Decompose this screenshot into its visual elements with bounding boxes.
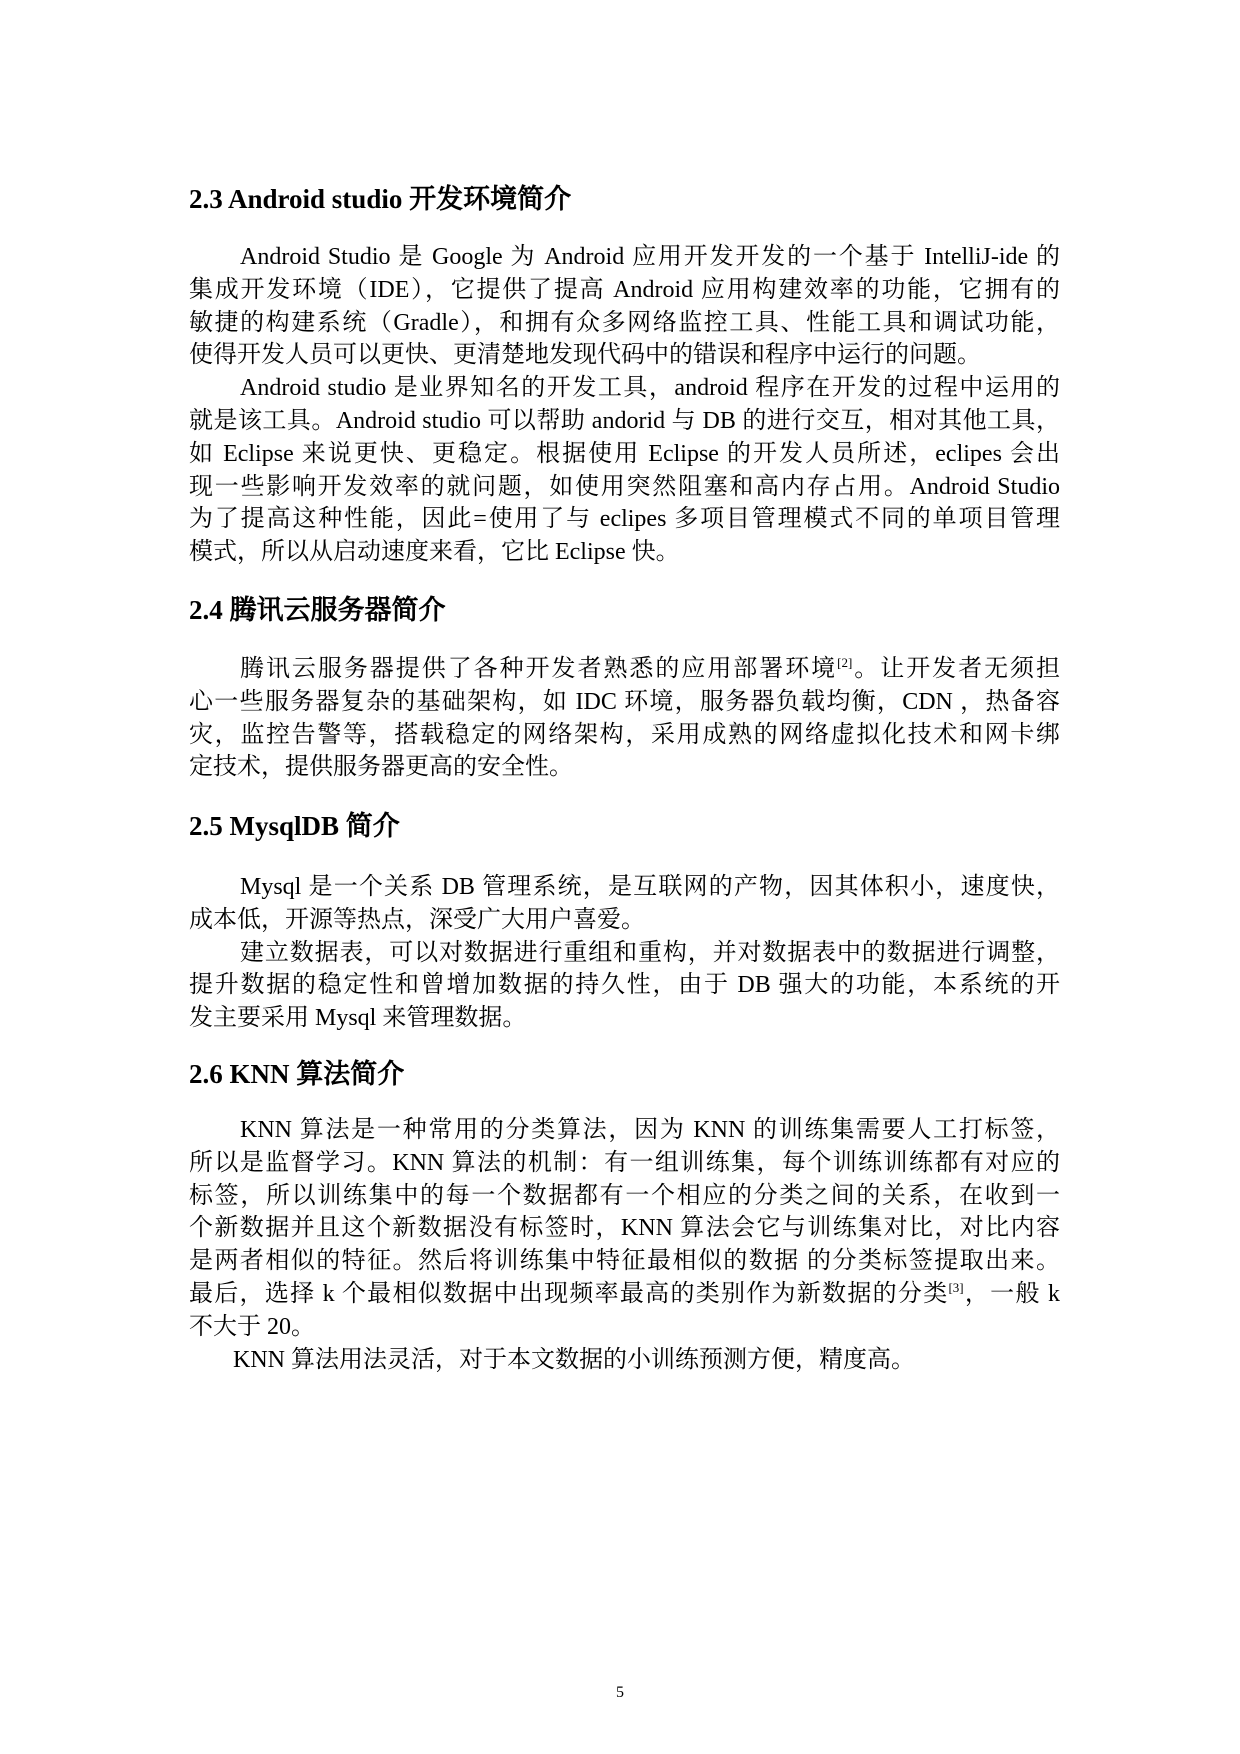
- text-line: 定技术，提供服务器更高的安全性。: [189, 754, 573, 781]
- text-line: 模式，所以从启动速度来看，它比 Eclipse 快。: [189, 539, 680, 566]
- text-line: 为了提高这种性能，因此=使用了与 eclipes 多项目管理模式不同的单项目管理: [189, 506, 1060, 533]
- text-line: 灾，监控告警等，搭载稳定的网络架构，采用成熟的网络虚拟化技术和网卡绑: [189, 721, 1060, 748]
- text-line: 使得开发人员可以更快、更清楚地发现代码中的错误和程序中运行的问题。: [189, 342, 981, 369]
- text-line: KNN 算法是一种常用的分类算法，因为 KNN 的训练集需要人工打标签，: [240, 1117, 1060, 1143]
- text-line: 提升数据的稳定性和曾增加数据的持久性，由于 DB 强大的功能，本系统的开: [189, 972, 1060, 999]
- text-line: 标签，所以训练集中的每一个数据都有一个相应的分类之间的关系，在收到一: [189, 1182, 1060, 1209]
- section-heading-2-3: 2.3 Android studio 开发环境简介: [189, 184, 572, 214]
- section-body-2-6: [189, 1114, 1060, 1376]
- text-span: 最后，选择 k 个最相似数据中出现频率最高的类别作为新数据的分类: [189, 1280, 949, 1307]
- text-line: 发主要采用 Mysql 来管理数据。: [189, 1005, 527, 1032]
- text-span: ，一般 k: [963, 1280, 1061, 1307]
- text-line: 是两者相似的特征。然后将训练集中特征最相似的数据 的分类标签提取出来。: [189, 1248, 1060, 1275]
- section-heading-2-6: 2.6 KNN 算法简介: [189, 1059, 405, 1089]
- text-line: 现一些影响开发效率的就问题，如使用突然阻塞和高内存占用。Android Studio: [189, 473, 1060, 500]
- citation-link[interactable]: [2]: [837, 655, 853, 670]
- text-line: 个新数据并且这个新数据没有标签时，KNN 算法会它与训练集对比，对比内容: [189, 1215, 1060, 1242]
- text-line: 成本低，开源等热点，深受广大用户喜爱。: [189, 906, 645, 933]
- text-line: Android studio 是业界知名的开发工具，android 程序在开发的过程中运用的: [240, 375, 1060, 402]
- page-number: 5: [616, 1684, 624, 1701]
- text-line: Android Studio 是 Google 为 Android 应用开发开发的一个基于 IntelliJ-ide 的: [240, 244, 1060, 270]
- citation-link[interactable]: [3]: [948, 1279, 964, 1295]
- section-heading-2-5: 2.5 MysqlDB 简介: [189, 811, 400, 841]
- text-line: 心一些服务器复杂的基础架构，如 IDC 环境，服务器负载均衡，CDN ，热备容: [189, 688, 1060, 715]
- text-line: 不大于 20。: [189, 1313, 315, 1340]
- section-body-2-4: [189, 653, 1060, 784]
- text-line: 就是该工具。Android studio 可以帮助 andorid 与 DB 的进行交互，相对其他工具，: [189, 407, 1060, 434]
- text-span: 。让开发者无须担: [852, 656, 1061, 682]
- text-span: 腾讯云服务器提供了各种开发者熟悉的应用部署环境: [240, 656, 838, 682]
- text-line: [189, 1278, 1060, 1311]
- text-line: KNN 算法用法灵活，对于本文数据的小训练预测方便，精度高。: [233, 1346, 915, 1373]
- text-line: 如 Eclipse 来说更快、更稳定。根据使用 Eclipse 的开发人员所述，eclipes 会出: [189, 440, 1060, 467]
- text-line: [189, 653, 1060, 686]
- text-line: Mysql 是一个关系 DB 管理系统，是互联网的产物，因其体积小，速度快，: [240, 874, 1060, 900]
- section-heading-2-4: 2.4 腾讯云服务器简介: [189, 595, 446, 625]
- text-line: 敏捷的构建系统（Gradle），和拥有众多网络监控工具、性能工具和调试功能，: [189, 309, 1060, 336]
- text-line: 所以是监督学习。KNN 算法的机制：有一组训练集，每个训练训练都有对应的: [189, 1149, 1060, 1176]
- section-body-2-3: [189, 241, 1060, 569]
- text-line: 集成开发环境（IDE），它提供了提高 Android 应用构建效率的功能，它拥有的: [189, 276, 1060, 303]
- section-body-2-5: [189, 871, 1060, 1035]
- text-line: 建立数据表，可以对数据进行重组和重构，并对数据表中的数据进行调整，: [240, 939, 1060, 966]
